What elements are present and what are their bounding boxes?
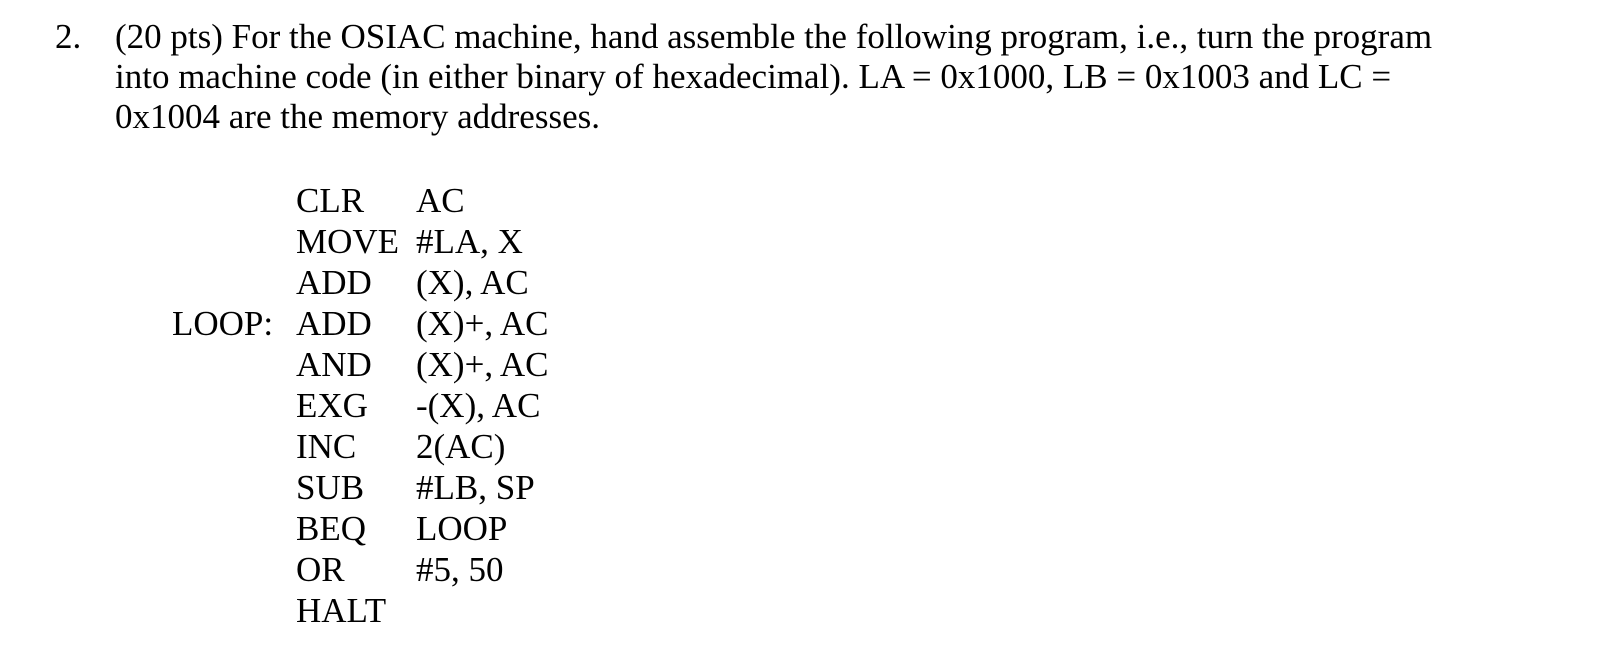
line-operand: LOOP [416,509,508,548]
line-opcode: OR [296,550,345,589]
line-operand: -(X), AC [416,386,541,425]
line-operand: (X)+, AC [416,345,549,384]
line-operand: #LB, SP [416,468,535,507]
line-operand: #LA, X [416,222,523,261]
line-operand: (X)+, AC [416,304,549,343]
line-opcode: INC [296,427,357,466]
statement-line-3: 0x1004 are the memory addresses. [115,97,600,136]
line-opcode: SUB [296,468,365,507]
line-opcode: AND [296,345,372,384]
line-opcode: MOVE [296,222,400,261]
line-opcode: EXG [296,386,368,425]
line-label: LOOP: [172,304,274,343]
line-operand: #5, 50 [416,550,504,589]
line-opcode: BEQ [296,509,366,548]
line-operand: AC [416,181,465,220]
line-opcode: HALT [296,591,387,630]
problem-number: 2. [55,17,82,56]
problem-statement [115,17,1555,137]
line-opcode: ADD [296,263,372,302]
line-opcode: CLR [296,181,365,220]
line-opcode: ADD [296,304,372,343]
statement-line-1: (20 pts) For the OSIAC machine, hand assemble the following program, i.e., turn the program [115,17,1433,56]
line-operand: (X), AC [416,263,529,302]
line-operand: 2(AC) [416,427,506,466]
statement-line-2: into machine code (in either binary of hexadecimal). LA = 0x1000, LB = 0x1003 and LC = [115,57,1392,96]
